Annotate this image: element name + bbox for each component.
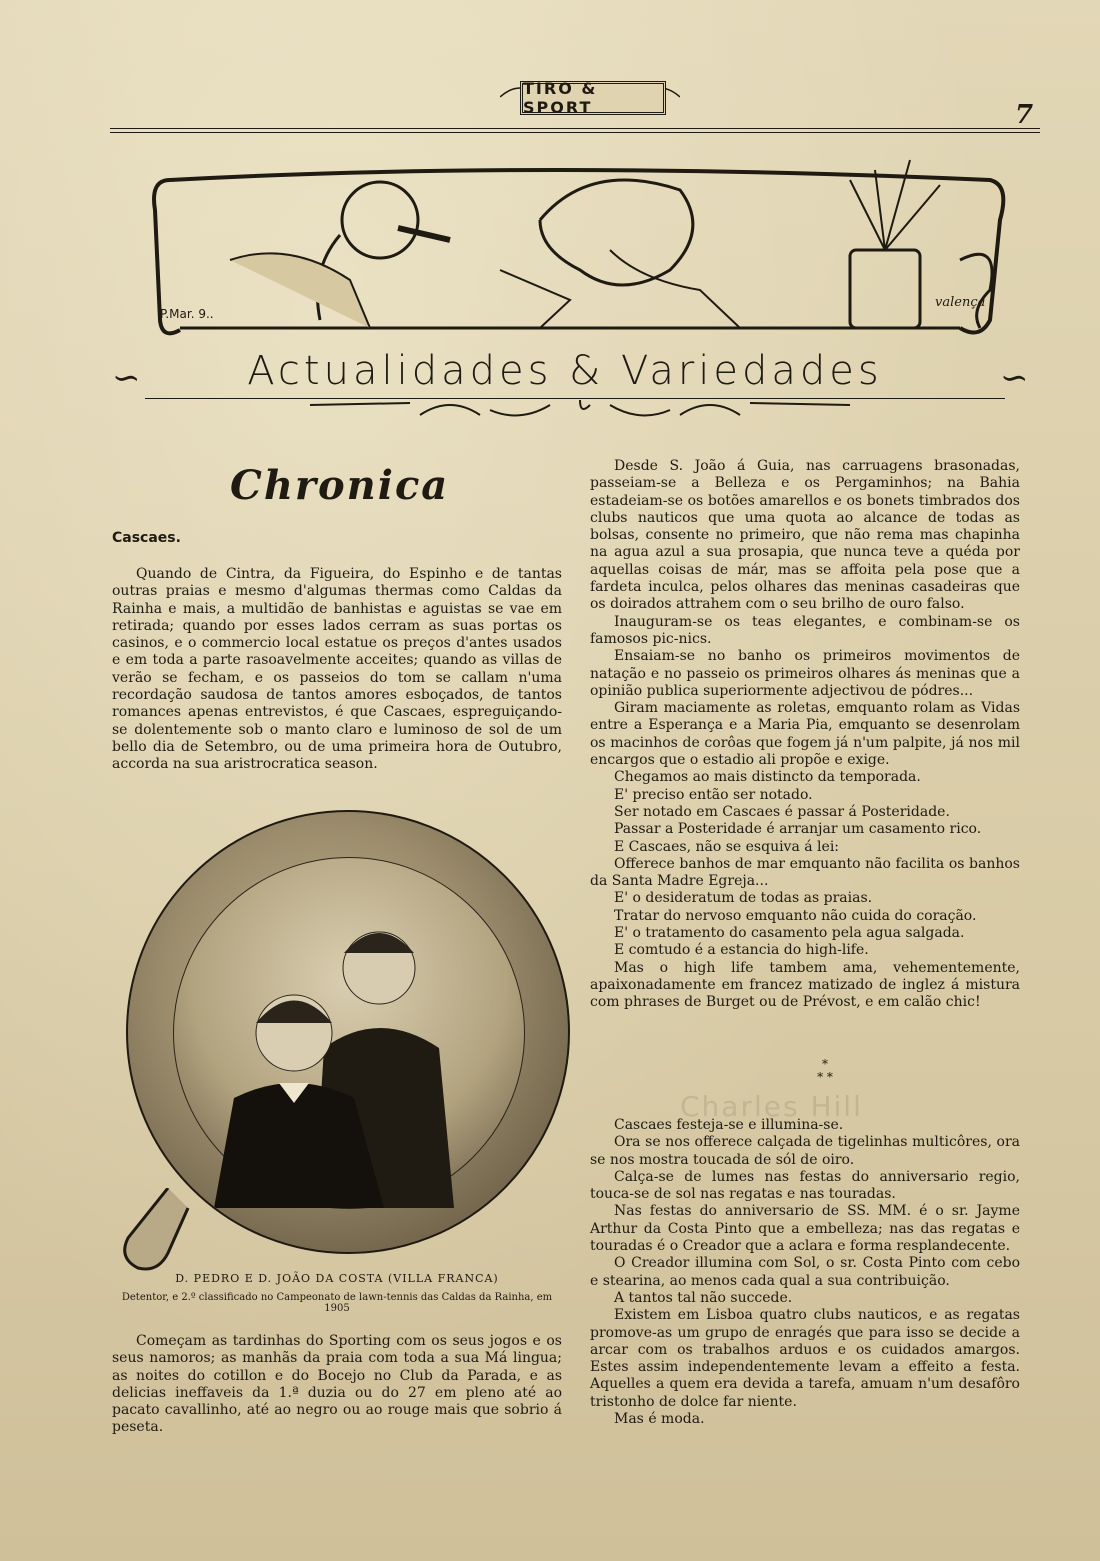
signature-right: valença — [935, 295, 986, 310]
right-paragraph — [590, 839, 1020, 856]
banner-illustration-icon — [140, 140, 1020, 355]
right-paragraph-text: Mas é moda. — [614, 1411, 705, 1428]
right-paragraph-text: Ensaiam-se no banho os primeiros movimentos de natação e no passeio os primeiros olhares ás meninas que a opinião publica superiormente adjectivou de pódres... — [590, 648, 1020, 699]
right-paragraph-text: Tratar do nervoso emquanto não cuida do coração. — [614, 907, 977, 924]
right-paragraph — [590, 1255, 1020, 1290]
right-paragraph-text: Cascaes festeja-se e illumina-se. — [614, 1117, 844, 1133]
right-swirl-icon: ∽ — [1000, 358, 1029, 398]
right-paragraph — [590, 1203, 1020, 1255]
right-paragraph — [590, 458, 1020, 614]
masthead — [500, 75, 680, 119]
two-boys-portrait-icon — [174, 858, 524, 1208]
right-paragraph — [590, 908, 1020, 925]
asterism: * * * — [817, 1057, 833, 1084]
right-paragraph-text: Giram maciamente as roletas, emquanto rolam as Vidas entre a Esperança e a Maria Pia, emquanto se desenrolam os macinhos de corôas que fogem já n'um palpite, já nos mil encargos que o estadio ali propõe e exige. — [590, 700, 1020, 769]
right-paragraph-text: Chegamos ao mais distincto da temporada. — [614, 769, 921, 786]
right-paragraph — [590, 821, 1020, 838]
page-number: 7 — [1015, 100, 1034, 130]
right-paragraph-text: E' o tratamento do casamento pela agua salgada. — [614, 925, 965, 942]
top-rule — [110, 128, 1040, 129]
right-paragraph — [590, 769, 1020, 786]
right-paragraph — [590, 942, 1020, 959]
right-paragraph-text: O Creador illumina com Sol, o sr. Costa Pinto com cebo e stearina, ao menos cada qual a sua contribuição. — [590, 1255, 1020, 1289]
right-paragraph — [590, 614, 1020, 649]
right-paragraph-text: A tantos tal não succede. — [614, 1289, 793, 1306]
portrait-image — [173, 857, 525, 1209]
right-paragraph — [590, 804, 1020, 821]
right-paragraph-text: E' o desideratum de todas as praias. — [614, 890, 873, 907]
right-paragraph — [590, 890, 1020, 907]
right-paragraph-text: Mas o high life tambem ama, vehementemente, apaixonadamente em francez matizado de inglez á mistura com phrases de Burget ou de Prévost, e em calão chic! — [590, 959, 1020, 1011]
right-paragraph-text: Ser notado em Cascaes é passar á Posteridade. — [614, 803, 950, 820]
right-paragraph-text: Existem em Lisboa quatro clubs nauticos, e as regatas promove-as um grupo de enragés que para isso se decide a arcar com os trabalhos arduos e os cuidados amargos. Estes assim independentemente levam a effeito a festa. Aquelles a quem era devida a tarefa, amuam n'um desafôro tristonho de dolce far niente. — [590, 1307, 1020, 1410]
right-paragraph — [590, 787, 1020, 804]
article-title: Chronica — [230, 462, 450, 509]
right-paragraph — [590, 700, 1020, 769]
right-paragraph — [590, 1411, 1020, 1428]
left-paragraph-2-text: Começam as tardinhas do Sporting com os seus jogos e os seus namoros; as manhãs da praia com toda a sua Má lingua; as noites do cotillon e do Bocejo no Club da Parada, e as delicias ineffaveis da 1.ª duzia ou do 27 em pleno até ao pacato cavallinho, até ao negro ou ao rouge mais que sobrio á peseta. — [112, 1333, 562, 1436]
illustrated-banner — [140, 140, 1020, 355]
left-paragraph-2 — [112, 1333, 562, 1437]
right-paragraph-text: Calça-se de lumes nas festas do anniversario regio, touca-se de sol nas regatas e nas touradas. — [590, 1168, 1020, 1203]
signature-left: P.Mar. 9.. — [160, 307, 214, 321]
left-paragraph-1-text: Quando de Cintra, da Figueira, do Espinho e de tantas outras praias e mesmo d'algumas thermas como Caldas da Rainha e mais, a multidão de banhistas e aguistas se vae em retirada; quando por esses lados cerram as suas portas os casinos, e o commercio local estatue os preços d'antes usados e em toda a parte rasoavelmente acceites; quando as villas de verão se fecham, e os passeios do tom se callam n'uma recordação saudosa de tantos amores esboçados, de tantos romances apenas entrevistos, é que Cascaes, espreguiçando-se dolentemente sob o manto claro e luminoso de sol de um bello dia de Setembro, ou de uma primeira hora de Outubro, accorda na sua aristrocratica season. — [112, 566, 562, 773]
right-paragraph — [590, 1307, 1020, 1411]
right-paragraph — [590, 960, 1020, 1012]
bleed-through-text: Charles Hill — [680, 1090, 863, 1123]
right-paragraph — [590, 1134, 1020, 1169]
frame-handle-icon — [108, 1188, 228, 1278]
right-paragraph-text: Passar a Posteridade é arranjar um casamento rico. — [614, 821, 982, 838]
masthead-title: TIRO & SPORT — [520, 81, 666, 115]
right-paragraph-text: Ora se nos offerece calçada de tigelinhas multicôres, ora se nos mostra toucada de sól de oiro. — [590, 1134, 1020, 1168]
portrait-photo — [108, 810, 568, 1270]
right-column-top — [590, 458, 1020, 1012]
left-swirl-icon: ∽ — [112, 358, 141, 398]
right-paragraph-text: E comtudo é a estancia do high-life. — [614, 942, 869, 959]
article-subhead: Cascaes. — [112, 530, 181, 546]
right-paragraph — [590, 1290, 1020, 1307]
photo-caption: D. PEDRO E D. JOÃO DA COSTA (VILLA FRANCA) — [175, 1272, 499, 1285]
right-paragraph-text: Nas festas do anniversario de SS. MM. é o sr. Jayme Arthur da Costa Pinto que a embelleza; nas das regatas e touradas é o Creador que a aclara e forma resplandecente. — [590, 1203, 1020, 1255]
right-column-bottom — [590, 1117, 1020, 1428]
left-paragraph-1 — [112, 566, 562, 774]
top-rule-second — [110, 132, 1040, 133]
flourish-icon — [280, 395, 880, 425]
photo-subcaption: Detentor, e 2.º classificado no Campeonato de lawn-tennis das Caldas da Rainha, em 1905 — [121, 1292, 553, 1314]
right-paragraph-text: Inauguram-se os teas elegantes, e combinam-se os famosos pic-nics. — [590, 613, 1020, 647]
right-paragraph — [590, 648, 1020, 700]
right-paragraph — [590, 1169, 1020, 1204]
right-paragraph — [590, 856, 1020, 891]
section-title: Actualidades & Variedades — [247, 348, 883, 394]
right-paragraph — [590, 1117, 1020, 1134]
right-paragraph-text: E Cascaes, não se esquiva á lei: — [614, 838, 840, 855]
right-paragraph — [590, 925, 1020, 942]
right-paragraph-text: Desde S. João á Guia, nas carruagens brasonadas, passeiam-se a Belleza e os Pergaminhos; na Bahia estadeiam-se os botões amarellos e os bonets timbrados dos clubs nauticos que uma quota ao alcance de todas as bolsas, consente no primeiro, que não rema mas chapinha na agua azul a sua prosapia, que nunca teve a quéda por aquellas coisas de már, mas se affoita pela pose que a fardeta inculca, pelos olhares das meninas casadeiras que os doirados attrahem com o seu brilho de ouro falso. — [590, 458, 1020, 613]
right-paragraph-text: Offerece banhos de mar emquanto não facilita os banhos da Santa Madre Egreja... — [590, 855, 1020, 890]
right-paragraph-text: E' preciso então ser notado. — [614, 786, 813, 803]
